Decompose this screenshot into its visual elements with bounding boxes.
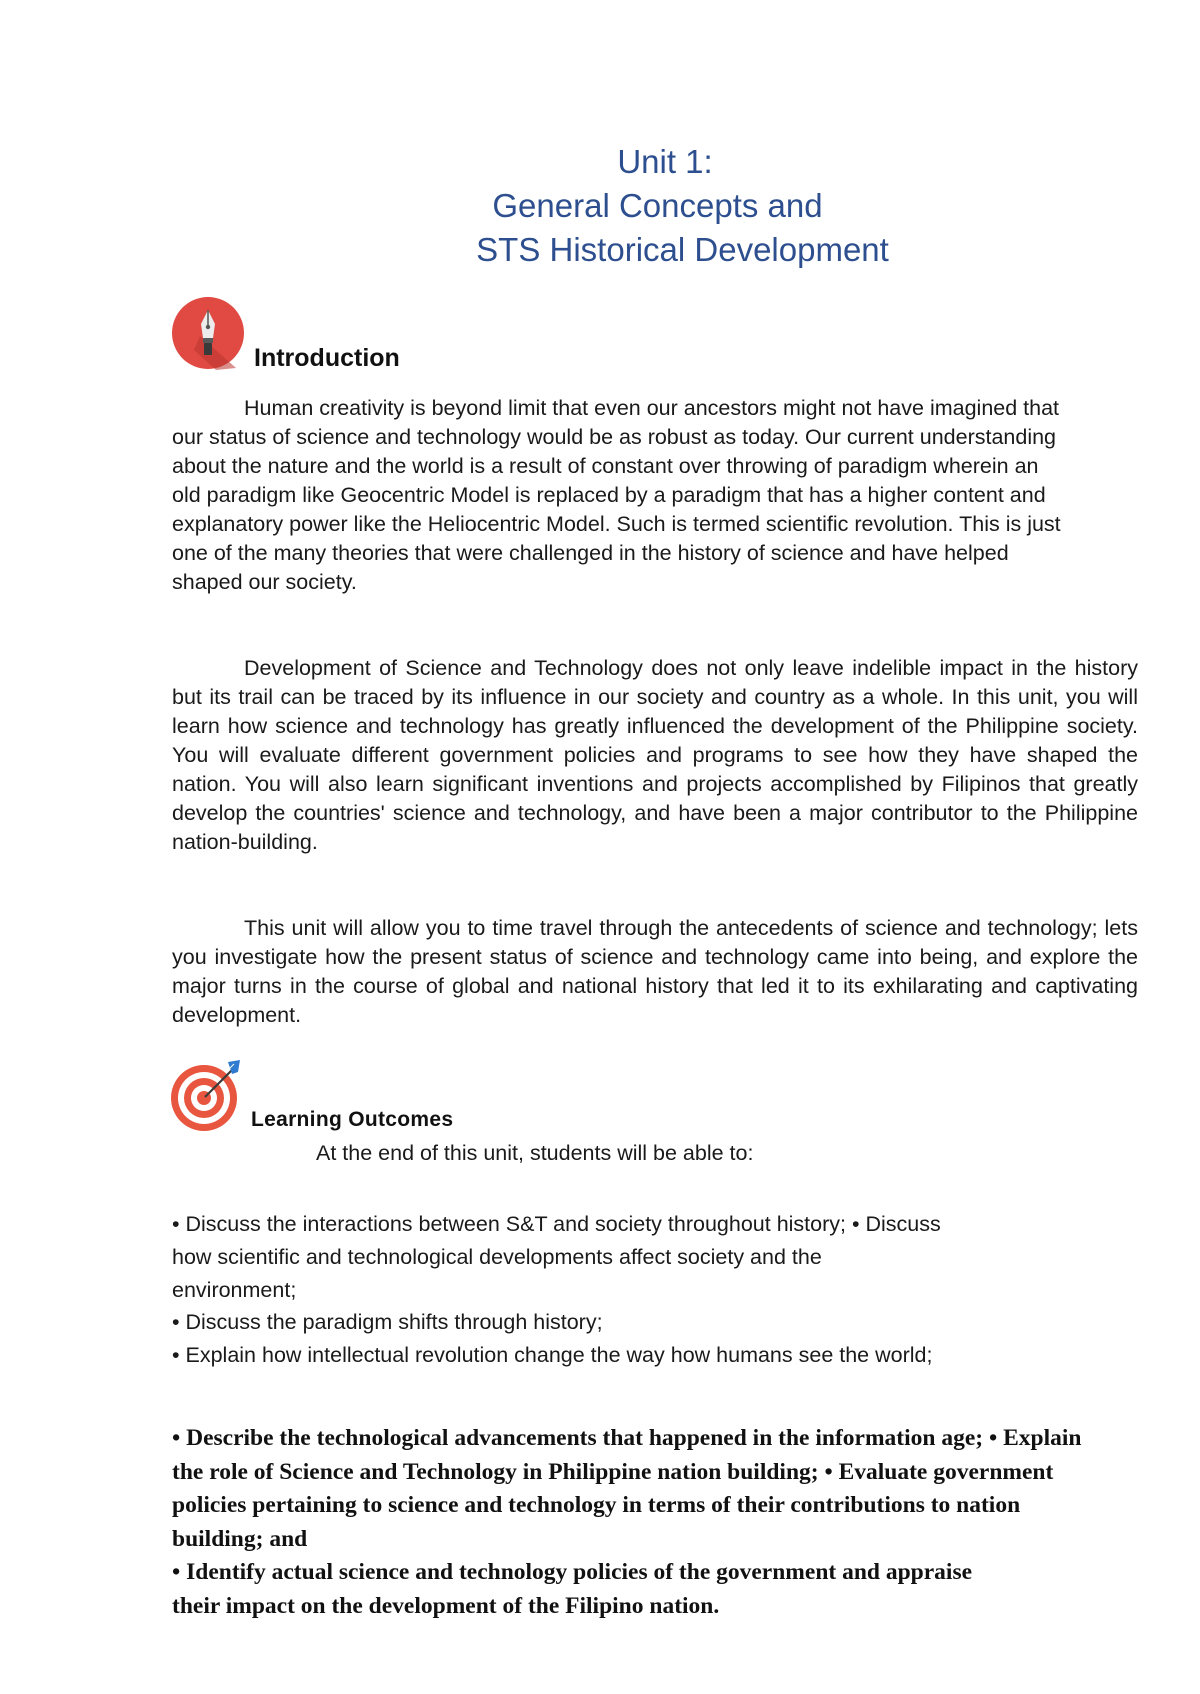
list-item: how scientific and technological developments affect society and the	[172, 1245, 822, 1269]
list-item: the role of Science and Technology in Philippine nation building; • Evaluate government	[172, 1458, 1054, 1485]
title-line-1: Unit 1:	[617, 143, 713, 180]
list-item: environment;	[172, 1278, 297, 1302]
page-title	[0, 140, 1200, 272]
outcomes-list-bold	[172, 1422, 1152, 1623]
title-line-3: STS Historical Development	[476, 231, 889, 268]
introduction-heading: Introduction	[254, 344, 400, 372]
learning-outcomes-heading: Learning Outcomes	[251, 1108, 454, 1131]
list-item: • Explain how intellectual revolution change the way how humans see the world;	[172, 1343, 933, 1367]
list-item: their impact on the development of the Filipino nation.	[172, 1592, 720, 1619]
list-item: building; and	[172, 1525, 308, 1552]
outcomes-list-regular	[172, 1208, 1072, 1372]
intro-paragraph-2: Development of Science and Technology does not only leave indelible impact in the history but its trail can be traced by its influence in our society and country as a whole. In this unit, you will learn how science and technology has greatly influenced the development of the Philippine society. You will evaluate different government policies and programs to see how they have shaped the nation. You will also learn significant inventions and projects accomplished by Filipinos that greatly develop the countries' science and technology, and have been a major contributor to the Philippine nation-building.	[172, 656, 1138, 854]
list-item: • Discuss the paradigm shifts through history;	[172, 1310, 603, 1334]
list-item: • Identify actual science and technology policies of the government and appraise	[172, 1559, 973, 1585]
outcomes-lead-in: At the end of this unit, students will be able to:	[316, 1141, 754, 1165]
pen-icon	[170, 296, 254, 372]
intro-paragraph-3: This unit will allow you to time travel through the antecedents of science and technology; lets you investigate how the present status of science and technology came into being, and explore the major turns in the course of global and national history that led it to its exhilarating and captivating development.	[172, 916, 1138, 1027]
intro-paragraph-1: Human creativity is beyond limit that even our ancestors might not have imagined that our status of science and technology would be as robust as today. Our current understanding about the nature and the world is a result of constant over throwing of paradigm wherein an old paradigm like Geocentric Model is replaced by a paradigm that has a higher content and explanatory power like the Heliocentric Model. Such is termed scientific revolution. This is just one of the many theories that were challenged in the history of science and have helped shaped our society.	[172, 396, 1061, 594]
list-item: • Describe the technological advancements that happened in the information age; • Explain	[172, 1425, 1082, 1451]
list-item: policies pertaining to science and technology in terms of their contributions to nation	[172, 1492, 1021, 1518]
list-item: • Discuss the interactions between S&T and society throughout history; • Discuss	[172, 1212, 941, 1236]
title-line-2: General Concepts and	[492, 187, 823, 224]
target-icon	[170, 1058, 246, 1132]
